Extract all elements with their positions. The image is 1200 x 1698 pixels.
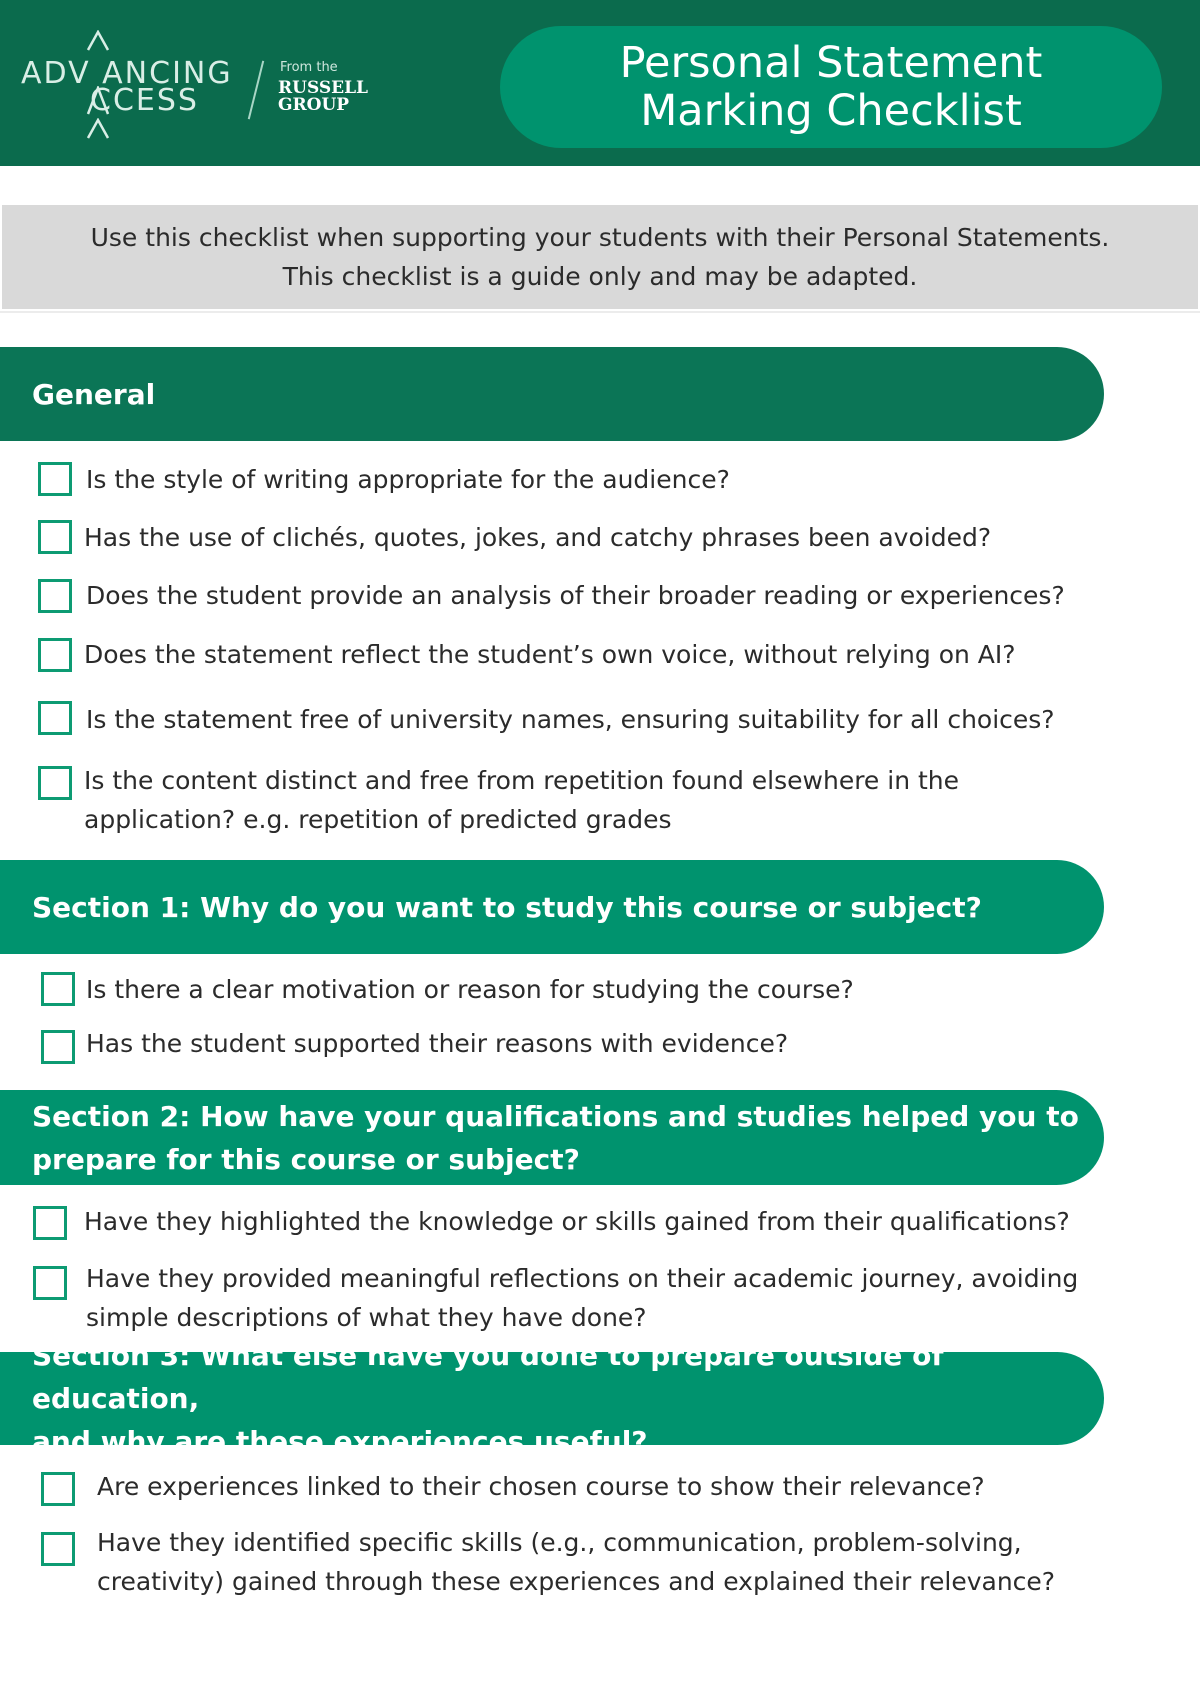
item-text: Is the content distinct and free from repetition found elsewhere in the [84,766,960,795]
checkbox[interactable] [38,520,72,554]
page-title [500,26,1162,148]
chevron-up-icon [86,30,110,52]
checklist-item [84,761,959,839]
checklist-item [86,700,1055,739]
item-text: simple descriptions of what they have done? [86,1303,647,1332]
section-heading: General [32,377,156,411]
item-text: Have they identified specific skills (e.g., communication, problem-solving, [97,1528,1022,1557]
checkbox[interactable] [41,1472,75,1506]
item-text: Has the student supported their reasons with evidence? [86,1029,789,1058]
section-header-2 [0,1090,1104,1185]
checklist-item [84,518,991,557]
checklist-item [86,970,854,1009]
item-text: Is there a clear motivation or reason for studying the course? [86,975,854,1004]
advancing-access-logo [20,30,390,145]
section-heading: Section 1: Why do you want to study this course or subject? [32,890,982,924]
title-line-2: Marking Checklist [640,86,1022,136]
item-text: Is the style of writing appropriate for the audience? [86,465,730,494]
checkbox[interactable] [33,1206,67,1240]
title-line-1: Personal Statement [619,38,1043,88]
checklist-item [86,460,730,499]
item-text: Has the use of clichés, quotes, jokes, and catchy phrases been avoided? [84,523,992,552]
item-text: creativity) gained through these experiences and explained their relevance? [97,1567,1056,1596]
item-text: Are experiences linked to their chosen course to show their relevance? [97,1472,985,1501]
section-header-general [0,347,1104,441]
item-text: application? e.g. repetition of predicted grades [84,805,672,834]
item-text: Is the statement free of university names, ensuring suitability for all choices? [86,705,1055,734]
section-header-1 [0,860,1104,954]
checklist-item [97,1523,1055,1601]
section-heading: Section 2: How have your qualifications and studies helped you to [32,1099,1079,1133]
logo-text-access: CCESS [90,83,199,118]
item-text: Does the student provide an analysis of their broader reading or experiences? [86,581,1065,610]
checkbox[interactable] [33,1266,67,1300]
checkbox[interactable] [38,701,72,735]
header-banner [0,0,1200,166]
checkbox[interactable] [41,972,75,1006]
checklist-item [86,1259,1078,1337]
logo-text-advancing: ADV ANCING [21,56,233,91]
checklist-item [84,635,1016,674]
checkbox[interactable] [41,1030,75,1064]
logo-from-the: From the [280,60,338,75]
section-header-3 [0,1339,1104,1458]
checkbox[interactable] [38,462,72,496]
checkbox[interactable] [41,1532,75,1566]
section-heading: prepare for this course or subject? [32,1142,580,1176]
checklist-item [97,1467,985,1506]
chevron-up-icon [86,86,110,116]
intro-line-1: Use this checklist when supporting your students with their Personal Statements. [90,223,1110,252]
item-text: Have they highlighted the knowledge or skills gained from their qualifications? [84,1207,1070,1236]
checklist-item [84,1202,1070,1241]
logo-group: GROUP [278,95,350,115]
checkbox[interactable] [38,579,72,613]
intro-line-2: This checklist is a guide only and may be adapted. [282,262,918,291]
chevron-up-icon [86,118,110,140]
section-heading: Section 3: What else have you done to prepare outside of education, [32,1339,944,1415]
section-heading: and why are these experiences useful? [32,1425,648,1458]
divider [0,311,1200,313]
logo-divider [248,61,264,120]
checklist-item [86,1024,788,1063]
item-text: Have they provided meaningful reflections on their academic journey, avoiding [86,1264,1079,1293]
checkbox[interactable] [38,638,72,672]
checkbox[interactable] [38,766,72,800]
checklist-item [86,576,1065,615]
item-text: Does the statement reflect the student’s own voice, without relying on AI? [84,640,1016,669]
intro-box [2,205,1198,309]
logo-russell: RUSSELL [278,78,368,98]
